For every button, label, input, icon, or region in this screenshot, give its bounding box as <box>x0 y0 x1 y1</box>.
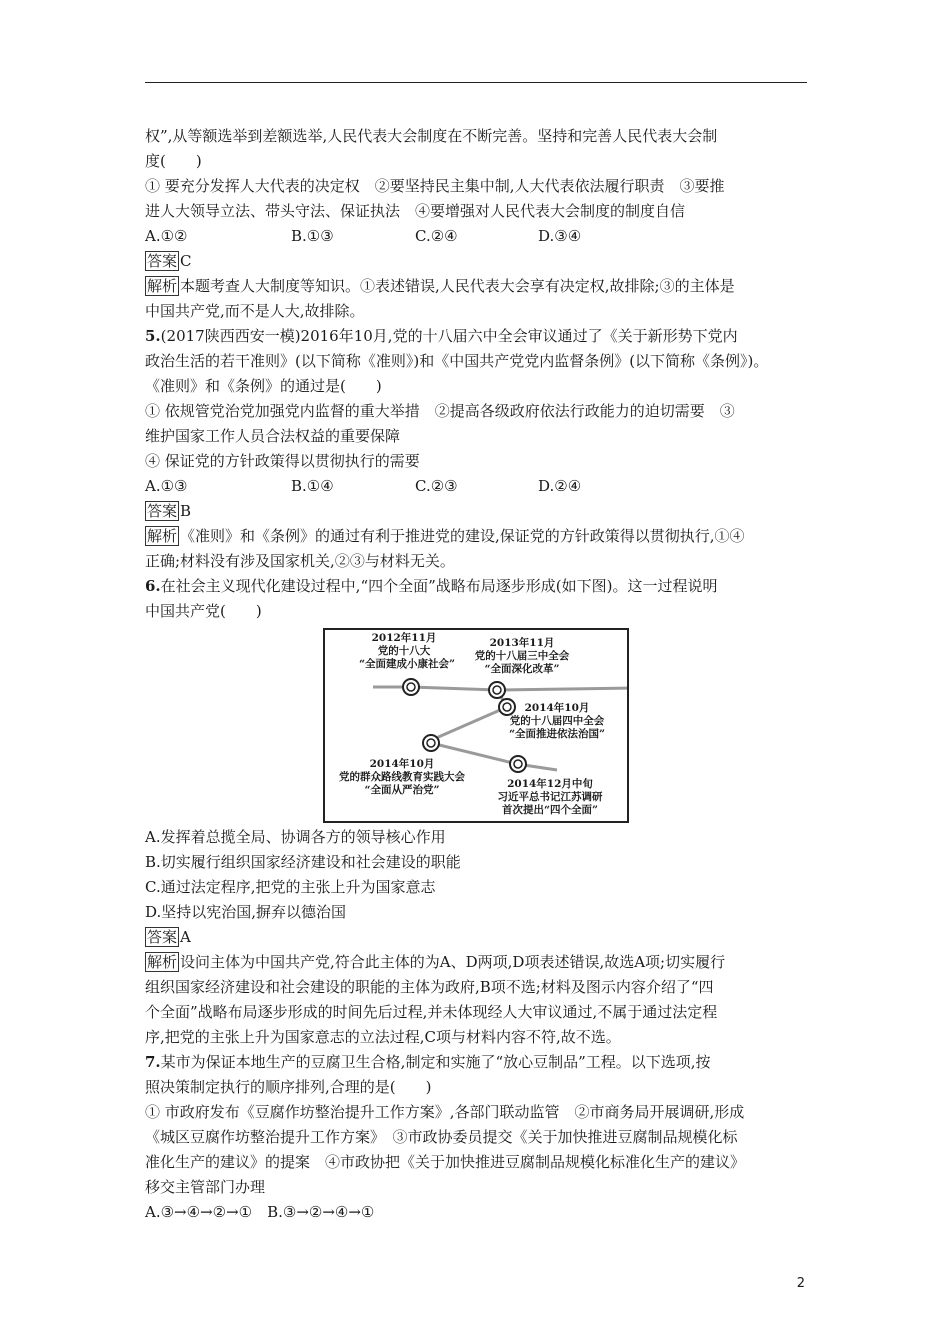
q5-options <box>145 474 810 499</box>
q7-statement-line-3: 准化生产的建议》的提案 ④市政协把《关于加快推进豆腐制品规模化标准化生产的建议》 <box>145 1153 746 1171</box>
q7-stem-line-2: 照决策制定执行的顺序排列,合理的是( ) <box>145 1078 432 1096</box>
q6-explanation-line-2: 组织国家经济建设和社会建设的职能的主体为政府,B项不选;材料及图示内容介绍了“四 <box>145 978 714 996</box>
q5-option-d: D.②④ <box>538 477 582 495</box>
q4-explanation-line-1: 解析 本题考查人大制度等知识。①表述错误,人民代表大会享有决定权,故排除;③的主体是 <box>147 277 735 295</box>
q4-options <box>145 224 810 249</box>
q4-explanation-line-2: 中国共产党,而不是人大,故排除。 <box>145 302 365 320</box>
q4-stem-line-1: 权”,从等额选举到差额选举,人民代表大会制度在不断完善。坚持和完善人民代表大会制 <box>145 127 718 145</box>
q5-statement-line-1: ① 依规管党治党加强党内监督的重大举措 ②提高各级政府依法行政能力的迫切需要 ③ <box>145 402 735 420</box>
q7-statement-line-1: ① 市政府发布《豆腐作坊整治提升工作方案》,各部门联动监管 ②市商务局开展调研,形成 <box>145 1103 745 1121</box>
q4-stem-line-2: 度( ) <box>145 152 202 170</box>
q6-number: 6. <box>145 577 161 595</box>
q5-answer-value: B <box>180 502 192 520</box>
q6-answer <box>145 925 810 950</box>
q5-explanation-line-1: 解析 《准则》和《条例》的通过有利于推进党的建设,保证党的方针政策得以贯彻执行,①④ <box>147 527 745 545</box>
q6-stem-line-2: 中国共产党( ) <box>145 602 262 620</box>
q5-statement-line-2: 维护国家工作人员合法权益的重要保障 <box>145 427 401 445</box>
q6-explanation-line-1: 解析 设问主体为中国共产党,符合此主体的为A、D两项,D项表述错误,故选A项;切实履行 <box>147 953 726 971</box>
node-2012-marker <box>403 679 419 695</box>
q4-statement-line-2: 进人大领导立法、带头守法、保证执法 ④要增强对人民代表大会制度的制度自信 <box>145 202 686 220</box>
node-2014-party-marker <box>423 735 439 751</box>
q6-explanation-line-3: 个全面”战略布局逐步形成的时间先后过程,并未体现经人大审议通过,不属于通过法定程 <box>145 1003 718 1021</box>
node-2012-label: 2012年11月 党的十八大 “全面建成小康社会” <box>359 632 456 670</box>
question-4 <box>145 124 810 324</box>
q4-option-d: D.③④ <box>538 227 582 245</box>
q4-option-b: B.①③ <box>291 227 334 245</box>
q4-answer-value: C <box>180 252 192 270</box>
q5-option-b: B.①④ <box>291 477 334 495</box>
answer-tag: 答案 <box>147 252 178 270</box>
question-5 <box>145 324 810 574</box>
node-2013-marker <box>489 682 505 698</box>
q6-explanation-line-4: 序,把党的主张上升为国家意志的立法过程,C项与材料内容不符,故不选。 <box>145 1028 621 1046</box>
four-comprehensives-diagram <box>323 628 629 823</box>
q5-stem-line-2: 政治生活的若干准则》(以下简称《准则》)和《中国共产党党内监督条例》(以下简称《条例》)。 <box>145 352 769 370</box>
q4-option-c: C.②④ <box>415 227 458 245</box>
node-2014-law-label: 2014年10月 党的十八届四中全会 “全面推进依法治国” <box>508 702 606 740</box>
q6-stem-line-1: 6.在社会主义现代化建设过程中,“四个全面”战略布局逐步形成(如下图)。这一过程说明 <box>145 577 718 595</box>
q7-stem-line-1: 7.某市为保证本地生产的豆腐卫生合格,制定和实施了“放心豆制品”工程。以下选项,按 <box>145 1053 711 1071</box>
q5-stem-line-3: 《准则》和《条例》的通过是( ) <box>145 377 382 395</box>
node-2014-party-label: 2014年10月 党的群众路线教育实践大会 “全面从严治党” <box>339 758 465 796</box>
q5-option-a: A.①③ <box>145 477 188 495</box>
q4-option-a: A.①② <box>145 227 188 245</box>
q6-option-b: B.切实履行组织国家经济建设和社会建设的职能 <box>145 853 461 871</box>
node-2014-dec-marker <box>510 756 526 772</box>
q6-option-d: D.坚持以宪治国,摒弃以德治国 <box>145 903 347 921</box>
node-2013-label: 2013年11月 党的十八届三中全会 “全面深化改革” <box>474 637 570 675</box>
header-rule <box>145 82 807 83</box>
question-7 <box>145 1050 810 1225</box>
question-6 <box>145 574 810 1050</box>
node-2014-dec-label: 2014年12月中旬 习近平总书记江苏调研 首次提出“四个全面” <box>497 778 603 816</box>
page-number: 2 <box>796 1276 805 1291</box>
answer-tag: 答案 <box>147 502 178 520</box>
q6-option-a: A.发挥着总揽全局、协调各方的领导核心作用 <box>145 828 446 846</box>
q5-stem-line-1: 5.(2017陕西西安一模)2016年10月,党的十八届六中全会审议通过了《关于新形势下党内 <box>145 327 738 345</box>
q4-statement-line-1: ① 要充分发挥人大代表的决定权 ②要坚持民主集中制,人大代表依法履行职责 ③要推 <box>145 177 725 195</box>
q7-options: A.③→④→②→① B.③→②→④→① <box>145 1203 375 1221</box>
page-content <box>145 124 810 1225</box>
q5-number: 5. <box>145 327 161 345</box>
answer-tag: 答案 <box>147 928 178 946</box>
q5-answer <box>145 499 810 524</box>
q7-statement-line-4: 移交主管部门办理 <box>145 1178 266 1196</box>
q5-option-c: C.②③ <box>415 477 458 495</box>
q7-statement-line-2: 《城区豆腐作坊整治提升工作方案》 ③市政协委员提交《关于加快推进豆腐制品规模化标 <box>145 1128 738 1146</box>
explanation-tag: 解析 <box>147 277 178 295</box>
explanation-tag: 解析 <box>147 527 178 545</box>
q4-answer <box>145 249 810 274</box>
q5-statement-line-3: ④ 保证党的方针政策得以贯彻执行的需要 <box>145 452 420 470</box>
q7-number: 7. <box>145 1053 161 1071</box>
q6-option-c: C.通过法定程序,把党的主张上升为国家意志 <box>145 878 436 896</box>
q6-answer-value: A <box>180 928 191 946</box>
explanation-tag: 解析 <box>147 953 178 971</box>
q5-explanation-line-2: 正确;材料没有涉及国家机关,②③与材料无关。 <box>145 552 455 570</box>
